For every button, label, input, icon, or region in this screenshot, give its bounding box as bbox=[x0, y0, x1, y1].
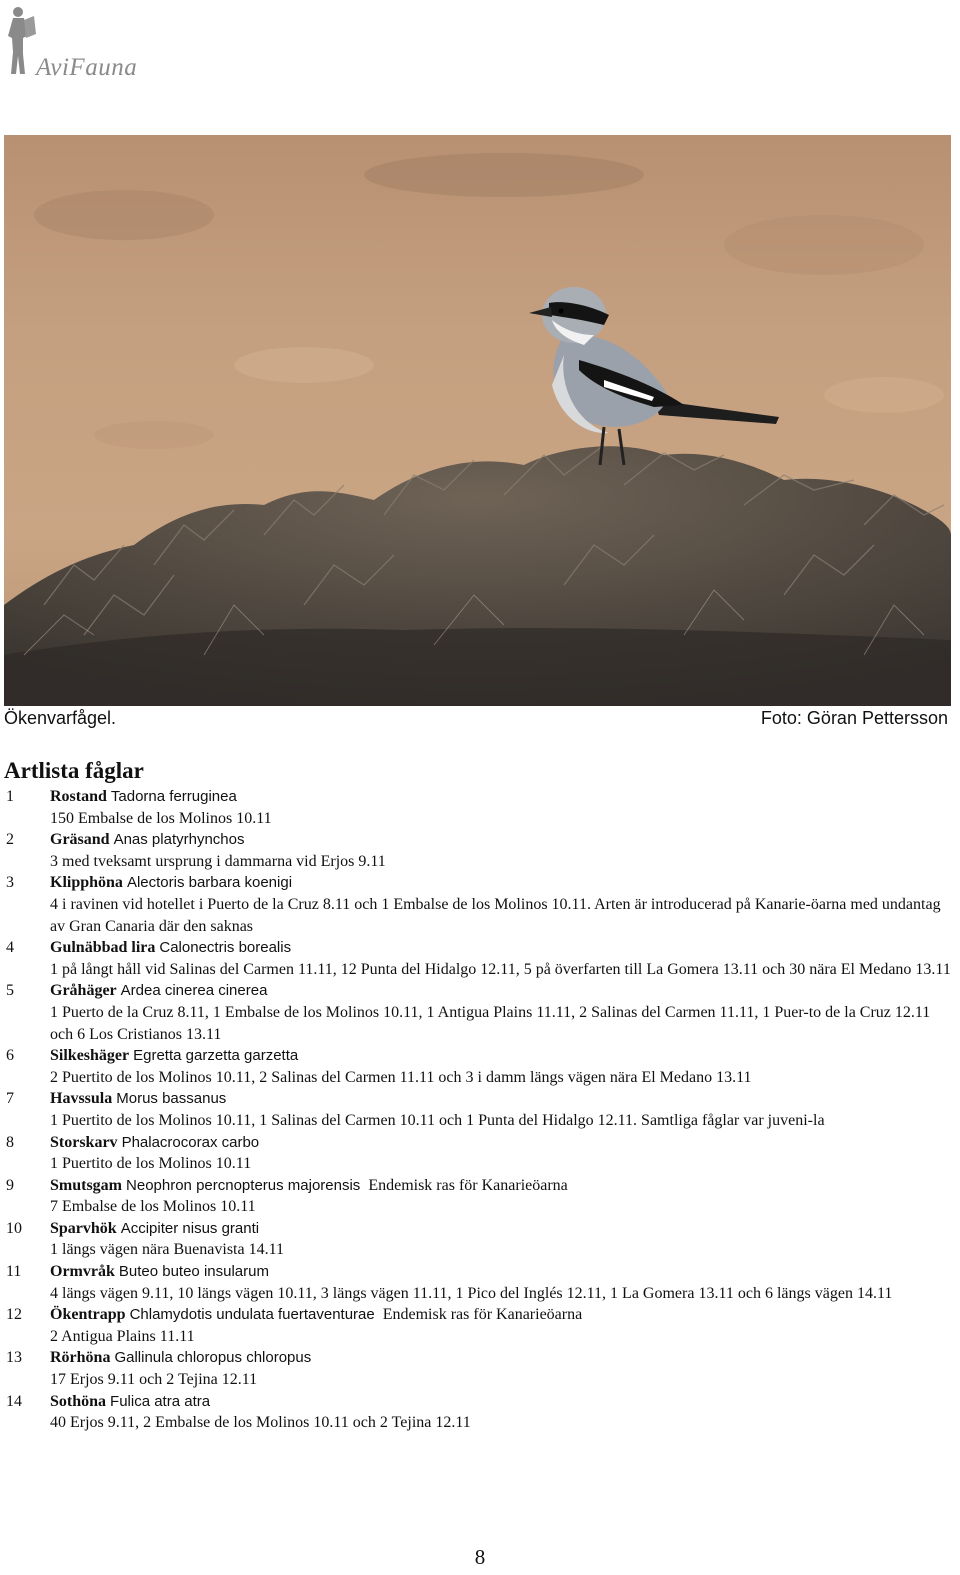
species-name: Gräsand bbox=[50, 831, 110, 849]
species-name: Ökentrapp bbox=[50, 1306, 126, 1324]
scientific-name: Tadorna ferruginea bbox=[110, 788, 237, 805]
scientific-name: Anas platyrhynchos bbox=[113, 831, 245, 849]
entry-header bbox=[50, 1175, 951, 1197]
observations: 1 Puertito de los Molinos 10.11, 1 Salinas del Carmen 10.11 och 1 Punta del Hidalgo 12.11. Samtliga fåglar var juveni-la bbox=[50, 1111, 825, 1129]
species-name: Silkeshäger bbox=[50, 1047, 130, 1065]
species-name: Havssula bbox=[50, 1090, 113, 1108]
entry-number: 8 bbox=[6, 1133, 14, 1151]
entry-number: 5 bbox=[6, 982, 14, 1000]
observations: 1 Puerto de la Cruz 8.11, 1 Embalse de los Molinos 10.11, 1 Antigua Plains 11.11, 2 Salinas del Carmen 11.11, 1 Puer-to de la Cruz 12.11 och 6 Los Cristianos 13.11 bbox=[50, 1003, 931, 1043]
entry-number: 1 bbox=[6, 788, 14, 805]
entry-number: 9 bbox=[6, 1176, 14, 1194]
entry-header bbox=[50, 1391, 951, 1413]
scientific-name: Accipiter nisus granti bbox=[120, 1219, 260, 1237]
observations: 3 med tveksamt ursprung i dammarna vid Erjos 9.11 bbox=[50, 852, 386, 870]
page-number: 8 bbox=[474, 1545, 486, 1569]
entry-number: 7 bbox=[6, 1090, 14, 1108]
scientific-name: Gallinula chloropus chloropus bbox=[114, 1349, 312, 1367]
entry-number: 2 bbox=[6, 831, 14, 849]
scientific-name: Chlamydotis undulata fuertaventurae bbox=[129, 1306, 375, 1324]
entry-number: 11 bbox=[6, 1263, 22, 1281]
species-name: Gråhäger bbox=[50, 982, 117, 1000]
entry-header bbox=[50, 1088, 951, 1110]
species-name: Ormvråk bbox=[50, 1263, 115, 1281]
observations: 1 Puertito de los Molinos 10.11 bbox=[50, 1155, 252, 1173]
scientific-name: Morus bassanus bbox=[116, 1090, 227, 1108]
observations: 2 Puertito de los Molinos 10.11, 2 Salinas del Carmen 11.11 och 3 i damm längs vägen nära El Medano 13.11 bbox=[50, 1068, 752, 1086]
list-item bbox=[6, 1261, 951, 1304]
observations: 1 på långt håll vid Salinas del Carmen 11.11, 12 Punta del Hidalgo 12.11, 5 på överfarten till La Gomera 13.11 och 30 nära El Medano 13.11 bbox=[50, 960, 951, 978]
observations: 150 Embalse de los Molinos 10.11 bbox=[50, 809, 272, 827]
observations: 1 längs vägen nära Buenavista 14.11 bbox=[50, 1241, 285, 1259]
species-name: Gulnäbbad lira bbox=[50, 939, 156, 957]
entry-header bbox=[50, 1045, 951, 1067]
scientific-name: Alectoris barbara koenigi bbox=[126, 874, 293, 892]
entry-number: 6 bbox=[6, 1047, 14, 1065]
species-name: Rörhöna bbox=[50, 1349, 111, 1367]
list-item bbox=[6, 872, 951, 937]
observations: 4 i ravinen vid hotellet i Puerto de la Cruz 8.11 och 1 Embalse de los Molinos 10.11. Arten är introducerad på Kanarie-öarna med undantag av Gran Canaria där den saknas bbox=[50, 895, 941, 935]
entry-header bbox=[50, 1347, 951, 1369]
scientific-name: Ardea cinerea cinerea bbox=[120, 982, 268, 1000]
scientific-name: Calonectris borealis bbox=[159, 939, 292, 957]
list-item bbox=[6, 829, 951, 872]
section-heading: Artlista fåglar bbox=[4, 758, 144, 783]
entry-header bbox=[50, 1218, 951, 1240]
entry-number: 4 bbox=[6, 939, 14, 957]
list-item bbox=[6, 786, 951, 829]
observations: 2 Antigua Plains 11.11 bbox=[50, 1327, 195, 1345]
species-note: Endemisk ras för Kanarieöarna bbox=[368, 1176, 568, 1194]
list-item bbox=[6, 1088, 951, 1131]
species-note: Endemisk ras för Kanarieöarna bbox=[382, 1306, 583, 1324]
entry-header bbox=[50, 1304, 951, 1326]
scientific-name: Fulica atra atra bbox=[110, 1392, 211, 1410]
entry-header bbox=[50, 786, 951, 808]
species-name: Storskarv bbox=[50, 1133, 118, 1151]
entry-number: 10 bbox=[6, 1219, 22, 1237]
entry-number: 12 bbox=[6, 1306, 22, 1324]
list-item bbox=[6, 1132, 951, 1175]
observations: 17 Erjos 9.11 och 2 Tejina 12.11 bbox=[50, 1371, 258, 1389]
logo-text: AviFauna bbox=[36, 54, 138, 81]
photo-credit: Foto: Göran Pettersson bbox=[760, 708, 948, 728]
entry-header bbox=[50, 1132, 951, 1154]
shrike-on-bush-image bbox=[4, 135, 951, 706]
list-item bbox=[6, 1391, 951, 1434]
scientific-name: Neophron percnopterus majorensis bbox=[126, 1176, 361, 1194]
list-item bbox=[6, 1218, 951, 1261]
observations: 4 längs vägen 9.11, 10 längs vägen 10.11, 3 längs vägen 11.11, 1 Pico del Inglés 12.11, 1 La Gomera 13.11 och 6 längs vägen 14.11 bbox=[50, 1284, 893, 1302]
entry-header bbox=[50, 1261, 951, 1283]
species-list bbox=[6, 786, 951, 1434]
species-name: Sothöna bbox=[50, 1392, 107, 1410]
list-item bbox=[6, 1347, 951, 1390]
photo-caption: Ökenvarfågel. bbox=[4, 708, 117, 728]
entry-header bbox=[50, 980, 951, 1002]
avifauna-logo bbox=[4, 4, 179, 84]
entry-header bbox=[50, 829, 951, 851]
entry-header bbox=[50, 937, 951, 959]
species-name: Klipphöna bbox=[50, 874, 123, 892]
scientific-name: Phalacrocorax carbo bbox=[121, 1133, 260, 1151]
list-item bbox=[6, 1045, 951, 1088]
list-item bbox=[6, 1304, 951, 1347]
entry-number: 3 bbox=[6, 874, 14, 892]
list-item bbox=[6, 980, 951, 1045]
hiker-silhouette-icon bbox=[4, 4, 40, 80]
bird-photo bbox=[4, 135, 951, 706]
observations: 7 Embalse de los Molinos 10.11 bbox=[50, 1198, 256, 1216]
entry-header bbox=[50, 872, 951, 894]
species-name: Smutsgam bbox=[50, 1176, 123, 1194]
species-name: Sparvhök bbox=[50, 1219, 117, 1237]
scientific-name: Buteo buteo insularum bbox=[118, 1263, 269, 1281]
scientific-name: Egretta garzetta garzetta bbox=[133, 1047, 299, 1065]
list-item bbox=[6, 1175, 951, 1218]
list-item bbox=[6, 937, 951, 980]
observations: 40 Erjos 9.11, 2 Embalse de los Molinos 10.11 och 2 Tejina 12.11 bbox=[50, 1414, 471, 1432]
entry-number: 13 bbox=[6, 1349, 22, 1367]
entry-number: 14 bbox=[6, 1392, 22, 1410]
species-name: Rostand bbox=[50, 788, 107, 805]
